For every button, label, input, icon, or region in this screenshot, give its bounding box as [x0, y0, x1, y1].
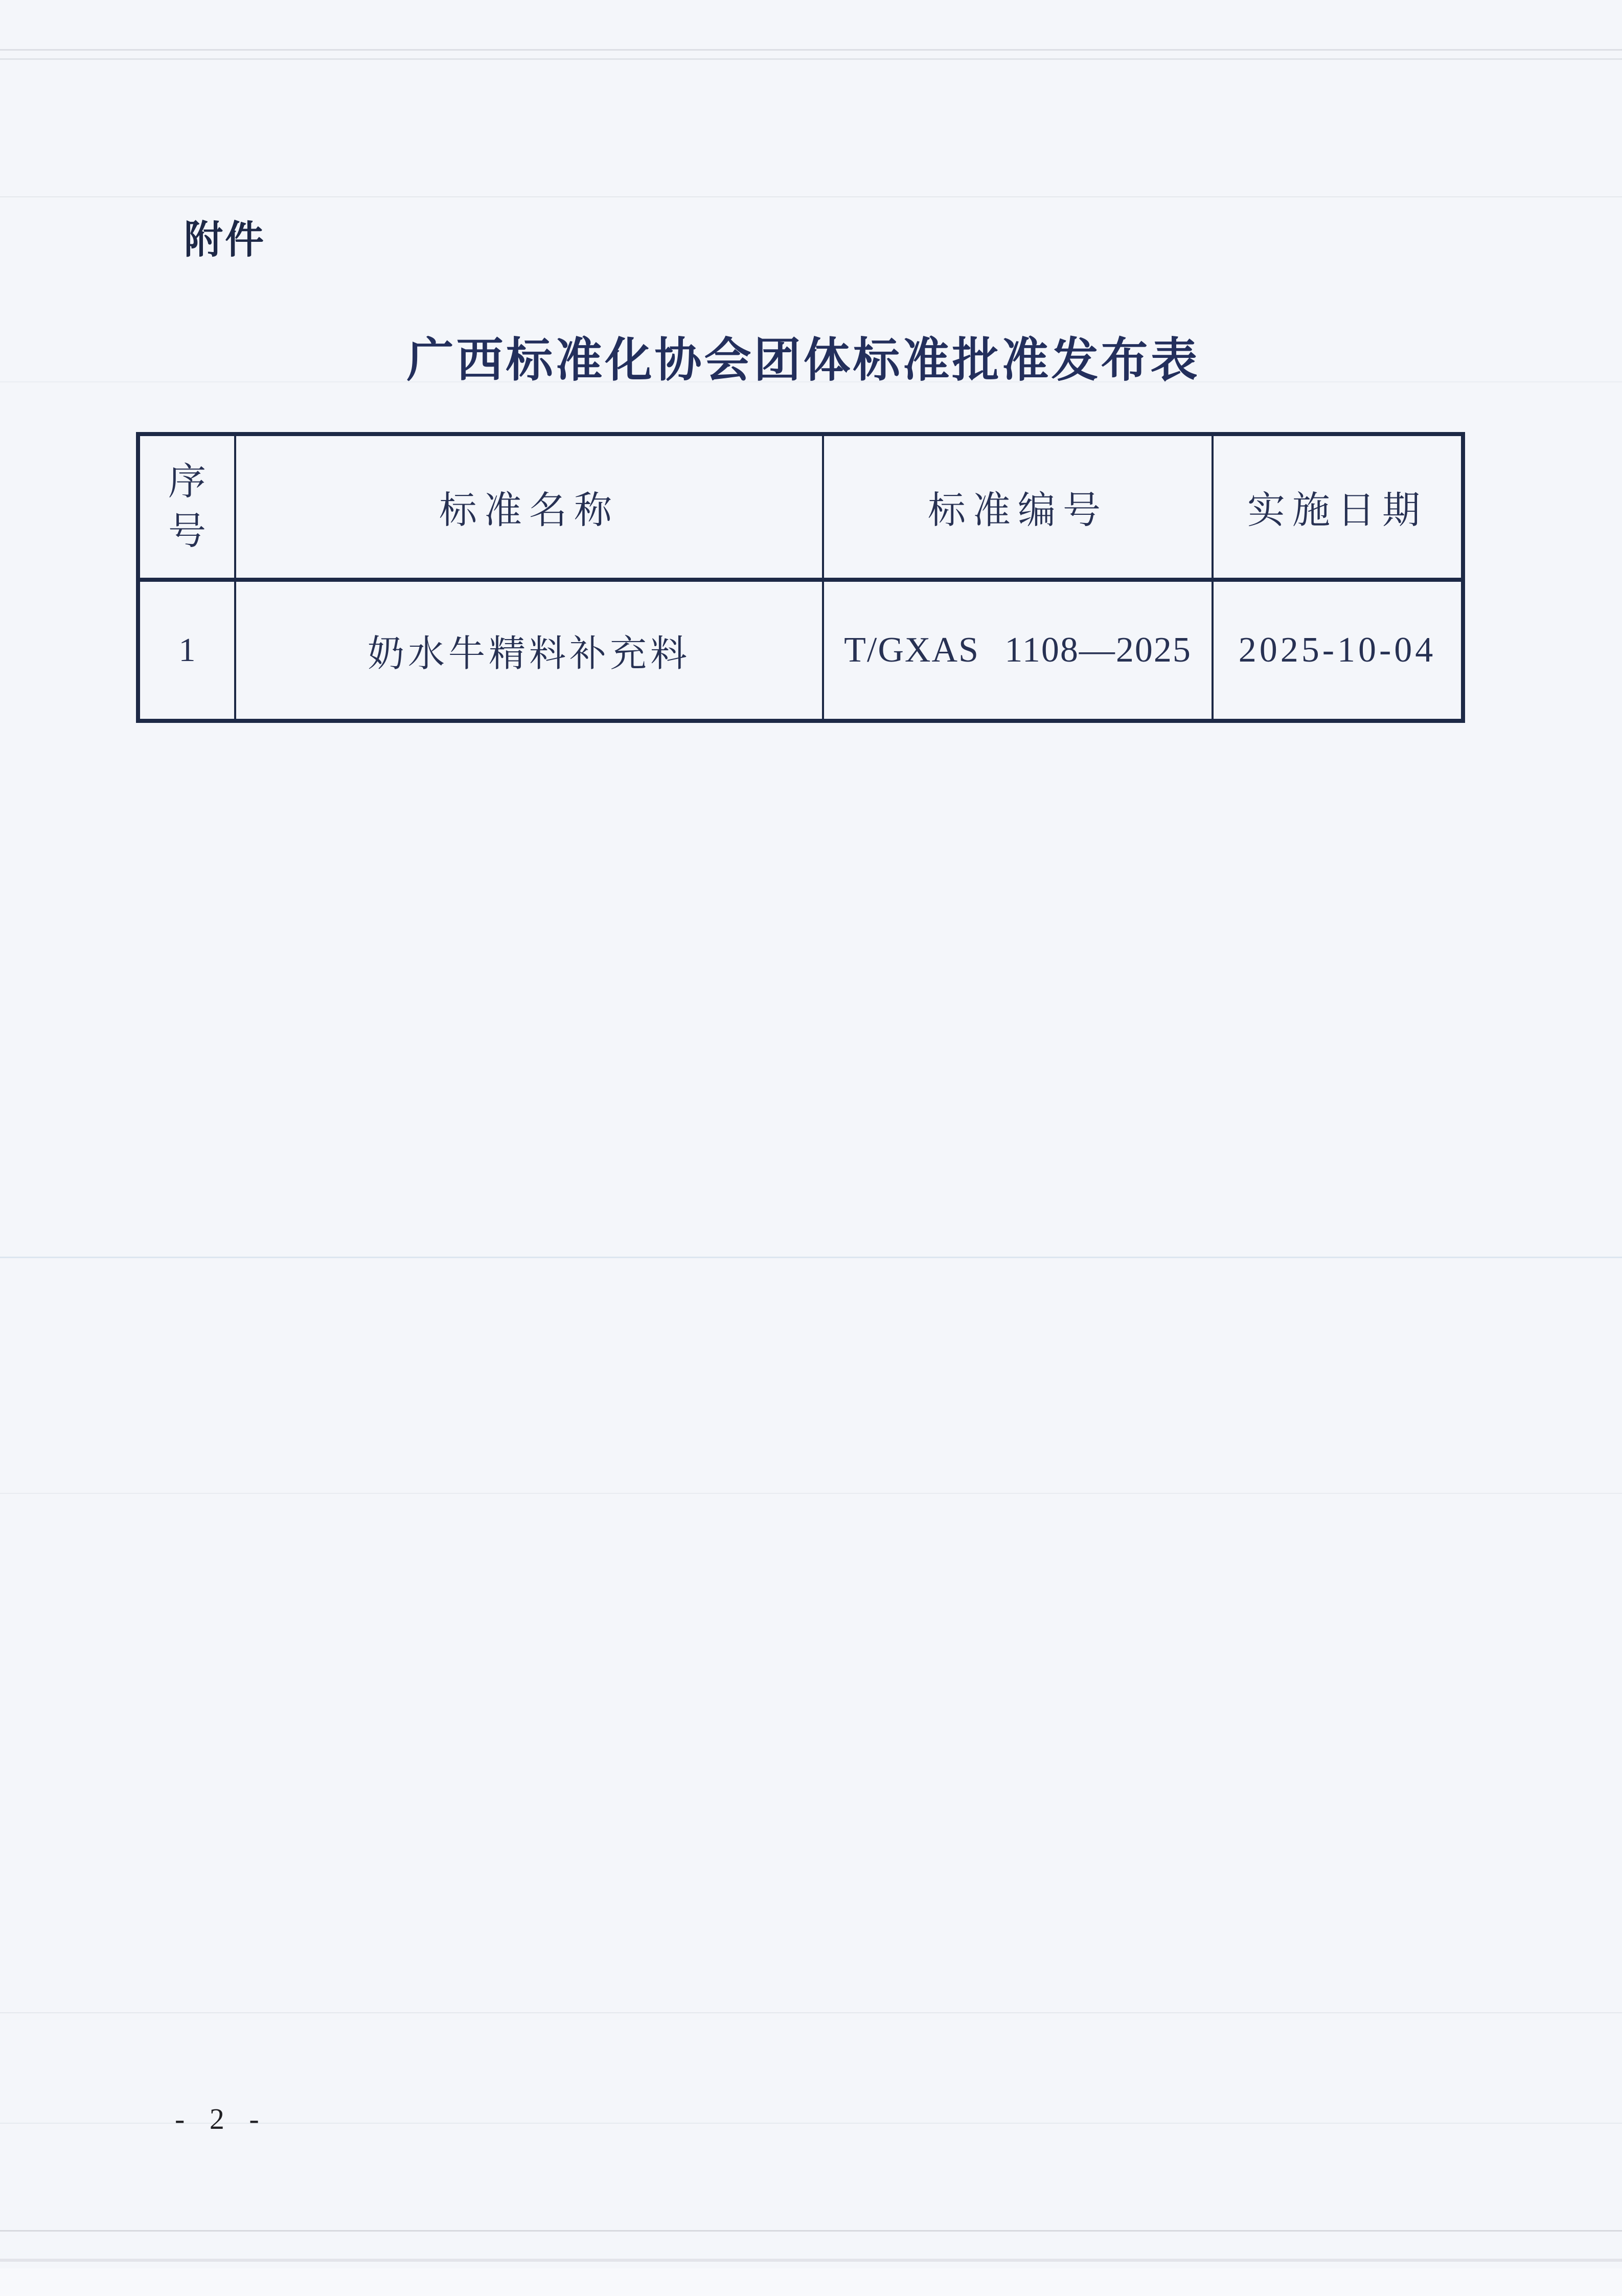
scan-streak — [0, 58, 1622, 60]
table-header-row — [138, 434, 1463, 580]
scan-streak — [0, 2230, 1622, 2232]
col-header-implementation-date: 实施日期 — [1213, 434, 1463, 580]
col-header-index-label: 序号 — [168, 461, 206, 553]
attachment-label: 附件 — [184, 218, 266, 262]
scan-streak — [0, 1493, 1622, 1494]
page-title: 广西标准化协会团体标准批准发布表 — [406, 334, 1200, 387]
scan-streak — [0, 2012, 1622, 2013]
scan-streak — [0, 49, 1622, 51]
cell-implementation-date: 2025-10-04 — [1213, 580, 1463, 721]
scan-streak — [0, 196, 1622, 197]
scan-streak — [0, 1257, 1622, 1258]
cell-standard-code: T/GXAS 1108—2025 — [823, 580, 1213, 721]
cell-standard-name: 奶水牛精料补充料 — [235, 580, 823, 721]
standards-table — [136, 432, 1465, 723]
col-header-standard-code: 标准编号 — [823, 434, 1213, 580]
cell-index: 1 — [138, 580, 235, 721]
scan-streak — [0, 2259, 1622, 2262]
scan-edge-band — [0, 2268, 1622, 2296]
page-number: - 2 - — [175, 2102, 265, 2135]
col-header-index — [138, 434, 235, 580]
col-header-standard-name: 标准名称 — [235, 434, 823, 580]
table-row — [138, 580, 1463, 721]
